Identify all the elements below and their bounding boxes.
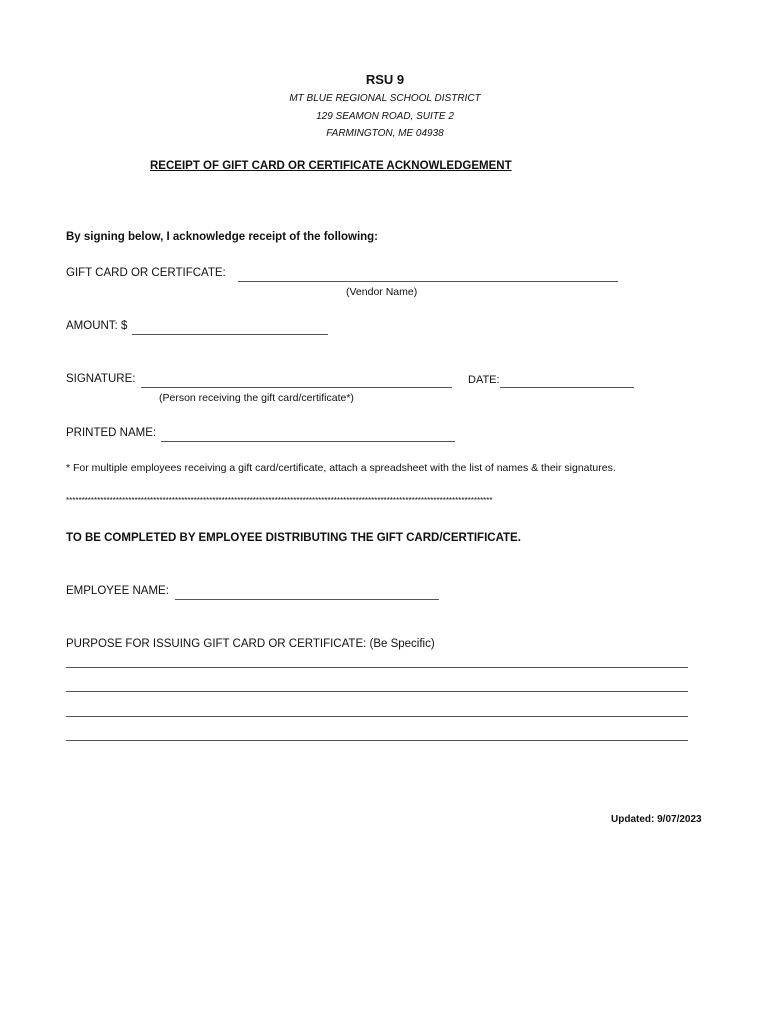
purpose-line[interactable] bbox=[66, 691, 688, 692]
employee-name-label: EMPLOYEE NAME: bbox=[66, 585, 169, 597]
signature-label: SIGNATURE: bbox=[66, 373, 136, 385]
address-line-2: FARMINGTON, ME 04938 bbox=[326, 128, 444, 139]
amount-field[interactable] bbox=[132, 334, 328, 335]
purpose-label: PURPOSE FOR ISSUING GIFT CARD OR CERTIFICATE: (Be Specific) bbox=[66, 638, 435, 650]
address-line-1: 129 SEAMON ROAD, SUITE 2 bbox=[316, 111, 454, 122]
intro-text: By signing below, I acknowledge receipt of the following: bbox=[66, 231, 379, 243]
section2-heading: TO BE COMPLETED BY EMPLOYEE DISTRIBUTING THE GIFT CARD/CERTIFICATE. bbox=[66, 532, 521, 544]
date-label: DATE: bbox=[468, 374, 500, 386]
signature-field[interactable] bbox=[141, 387, 452, 388]
amount-label: AMOUNT: $ bbox=[66, 320, 128, 332]
district-name: MT BLUE REGIONAL SCHOOL DISTRICT bbox=[289, 93, 481, 104]
footnote: * For multiple employees receiving a gift card/certificate, attach a spreadsheet with the list of names & their signatures. bbox=[66, 462, 616, 474]
vendor-name-hint: (Vendor Name) bbox=[346, 286, 418, 298]
purpose-line[interactable] bbox=[66, 740, 688, 741]
employee-name-field[interactable] bbox=[175, 599, 439, 600]
gift-card-label: GIFT CARD OR CERTIFCATE: bbox=[66, 267, 226, 279]
form-title: RECEIPT OF GIFT CARD OR CERTIFICATE ACKNOWLEDGEMENT bbox=[150, 160, 512, 172]
printed-name-label: PRINTED NAME: bbox=[66, 427, 157, 439]
purpose-line[interactable] bbox=[66, 667, 688, 668]
org-title: RSU 9 bbox=[365, 72, 405, 87]
signature-hint: (Person receiving the gift card/certificate*) bbox=[159, 392, 354, 404]
separator-stars: ***************************************************************************************************************************************** bbox=[66, 496, 493, 505]
date-field[interactable] bbox=[500, 387, 634, 388]
gift-card-field[interactable] bbox=[238, 281, 618, 282]
purpose-line[interactable] bbox=[66, 716, 688, 717]
printed-name-field[interactable] bbox=[161, 441, 455, 442]
updated-date: Updated: 9/07/2023 bbox=[611, 814, 702, 825]
